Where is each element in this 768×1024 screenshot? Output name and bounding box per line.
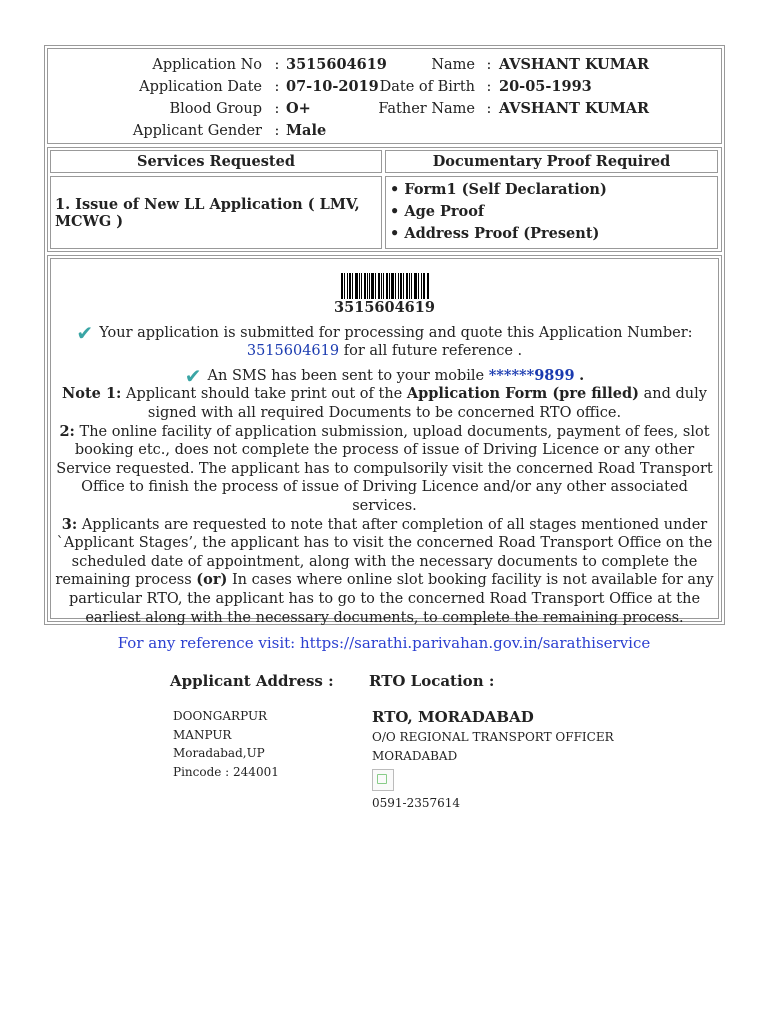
note-3-pre: Applicants are requested to note that after completion of all stages mentioned under `Applicant Stages’, the applicant has to visit the concerned Road Transport Office on the scheduled date of appointment, along with the necessary documents to complete the remaining process (55, 516, 713, 589)
application-number-link: 3515604619 (246, 343, 340, 360)
address-line: Pincode : 244001 (173, 764, 279, 779)
checkmark-icon: ✔ (76, 320, 94, 345)
future-reference-text: for all future reference . (343, 343, 523, 360)
note-3-post: In cases where online slot booking facility is not available for any particular RTO, the applicant has to go to the concerned Road Transport Office at the earliest along with the necessary documents, to complete the remaining process. (68, 572, 714, 626)
rto-address (372, 728, 614, 765)
father-name-label: Father Name (378, 101, 475, 117)
colon: : (486, 79, 492, 95)
submitted-text: Your application is submitted for processing and quote this Application Number: (99, 324, 693, 341)
rto-location-heading: RTO Location : (369, 672, 495, 690)
gender-value: Male (286, 122, 327, 139)
application-no-label: Application No (152, 57, 262, 73)
service-item (50, 176, 382, 249)
dob-value: 20-05-1993 (499, 78, 592, 95)
reference-link[interactable]: For any reference visit: https://sarathi.parivahan.gov.in/sarathiservice (117, 634, 651, 652)
colon: : (274, 79, 280, 95)
father-name-value: AVSHANT KUMAR (499, 100, 650, 117)
note-1-label: Note 1: (62, 385, 122, 403)
applicant-address-heading: Applicant Address : (170, 672, 334, 690)
note-1-pre: Applicant should take print out of the (126, 386, 403, 403)
checkmark-icon: ✔ (184, 363, 202, 388)
barcode-image (341, 273, 429, 299)
barcode-number: 3515604619 (334, 299, 435, 316)
note-1 (51, 385, 718, 422)
services-table (47, 147, 722, 252)
address-line: DOONGARPUR (173, 709, 268, 723)
rto-address-line: O/O REGIONAL TRANSPORT OFFICER (372, 730, 614, 744)
application-no-value: 3515604619 (286, 56, 387, 73)
application-receipt (44, 45, 725, 625)
proof-list-cell (385, 176, 718, 249)
name-label: Name (431, 57, 475, 73)
colon: : (274, 57, 280, 73)
note-2 (51, 423, 718, 516)
dob-label: Date of Birth (379, 79, 475, 95)
mobile-number-masked: ******9899 (488, 366, 575, 384)
application-date-value: 07-10-2019 (286, 78, 379, 95)
note-2-label: 2: (59, 422, 75, 440)
applicant-address (173, 707, 279, 781)
sms-text: An SMS has been sent to your mobile (207, 367, 485, 384)
rto-name: RTO, MORADABAD (372, 708, 534, 726)
blood-group-label: Blood Group (169, 101, 262, 117)
blood-group-value: O+ (286, 100, 311, 117)
note-3 (51, 516, 718, 628)
services-requested-header: Services Requested (50, 150, 382, 173)
applicant-info-panel (47, 48, 722, 144)
documentary-proof-header: Documentary Proof Required (385, 150, 718, 173)
rto-address-line: MORADABAD (372, 748, 458, 763)
proof-item: • Address Proof (Present) (390, 225, 600, 242)
notes-panel (47, 255, 722, 626)
note-1-bold: Application Form (pre filled) (406, 385, 640, 403)
submitted-message (51, 320, 718, 361)
colon: : (486, 101, 492, 117)
proof-item: • Form1 (Self Declaration) (390, 181, 607, 198)
service-item-text: 1. Issue of New LL Application ( LMV, MCWG ) (55, 195, 360, 230)
note-2-text: The online facility of application submission, upload documents, payment of fees, slot booking etc., does not complete the process of issue of Driving Licence or any other Service requested. The applicant has to compulsorily visit the concerned Road Transport Office to finish the process of issue of Driving Licence and/or any other associated services. (56, 423, 713, 514)
gender-label: Applicant Gender (132, 123, 262, 139)
rto-phone: 0591-2357614 (372, 796, 461, 810)
address-line: Moradabad,UP (173, 746, 265, 760)
application-date-label: Application Date (139, 79, 262, 95)
colon: : (486, 57, 492, 73)
colon: : (274, 123, 280, 139)
proof-list (390, 179, 713, 245)
broken-image-icon (372, 769, 394, 791)
name-value: AVSHANT KUMAR (499, 56, 650, 73)
note-3-label: 3: (61, 515, 78, 533)
proof-item: • Age Proof (390, 203, 485, 220)
note-1-post: and duly signed with all required Documents to be concerned RTO office. (147, 386, 707, 421)
address-line: MANPUR (173, 727, 232, 742)
note-3-or: (or) (196, 571, 228, 589)
sms-end: . (579, 366, 585, 384)
colon: : (274, 101, 280, 117)
sms-message (51, 363, 718, 388)
